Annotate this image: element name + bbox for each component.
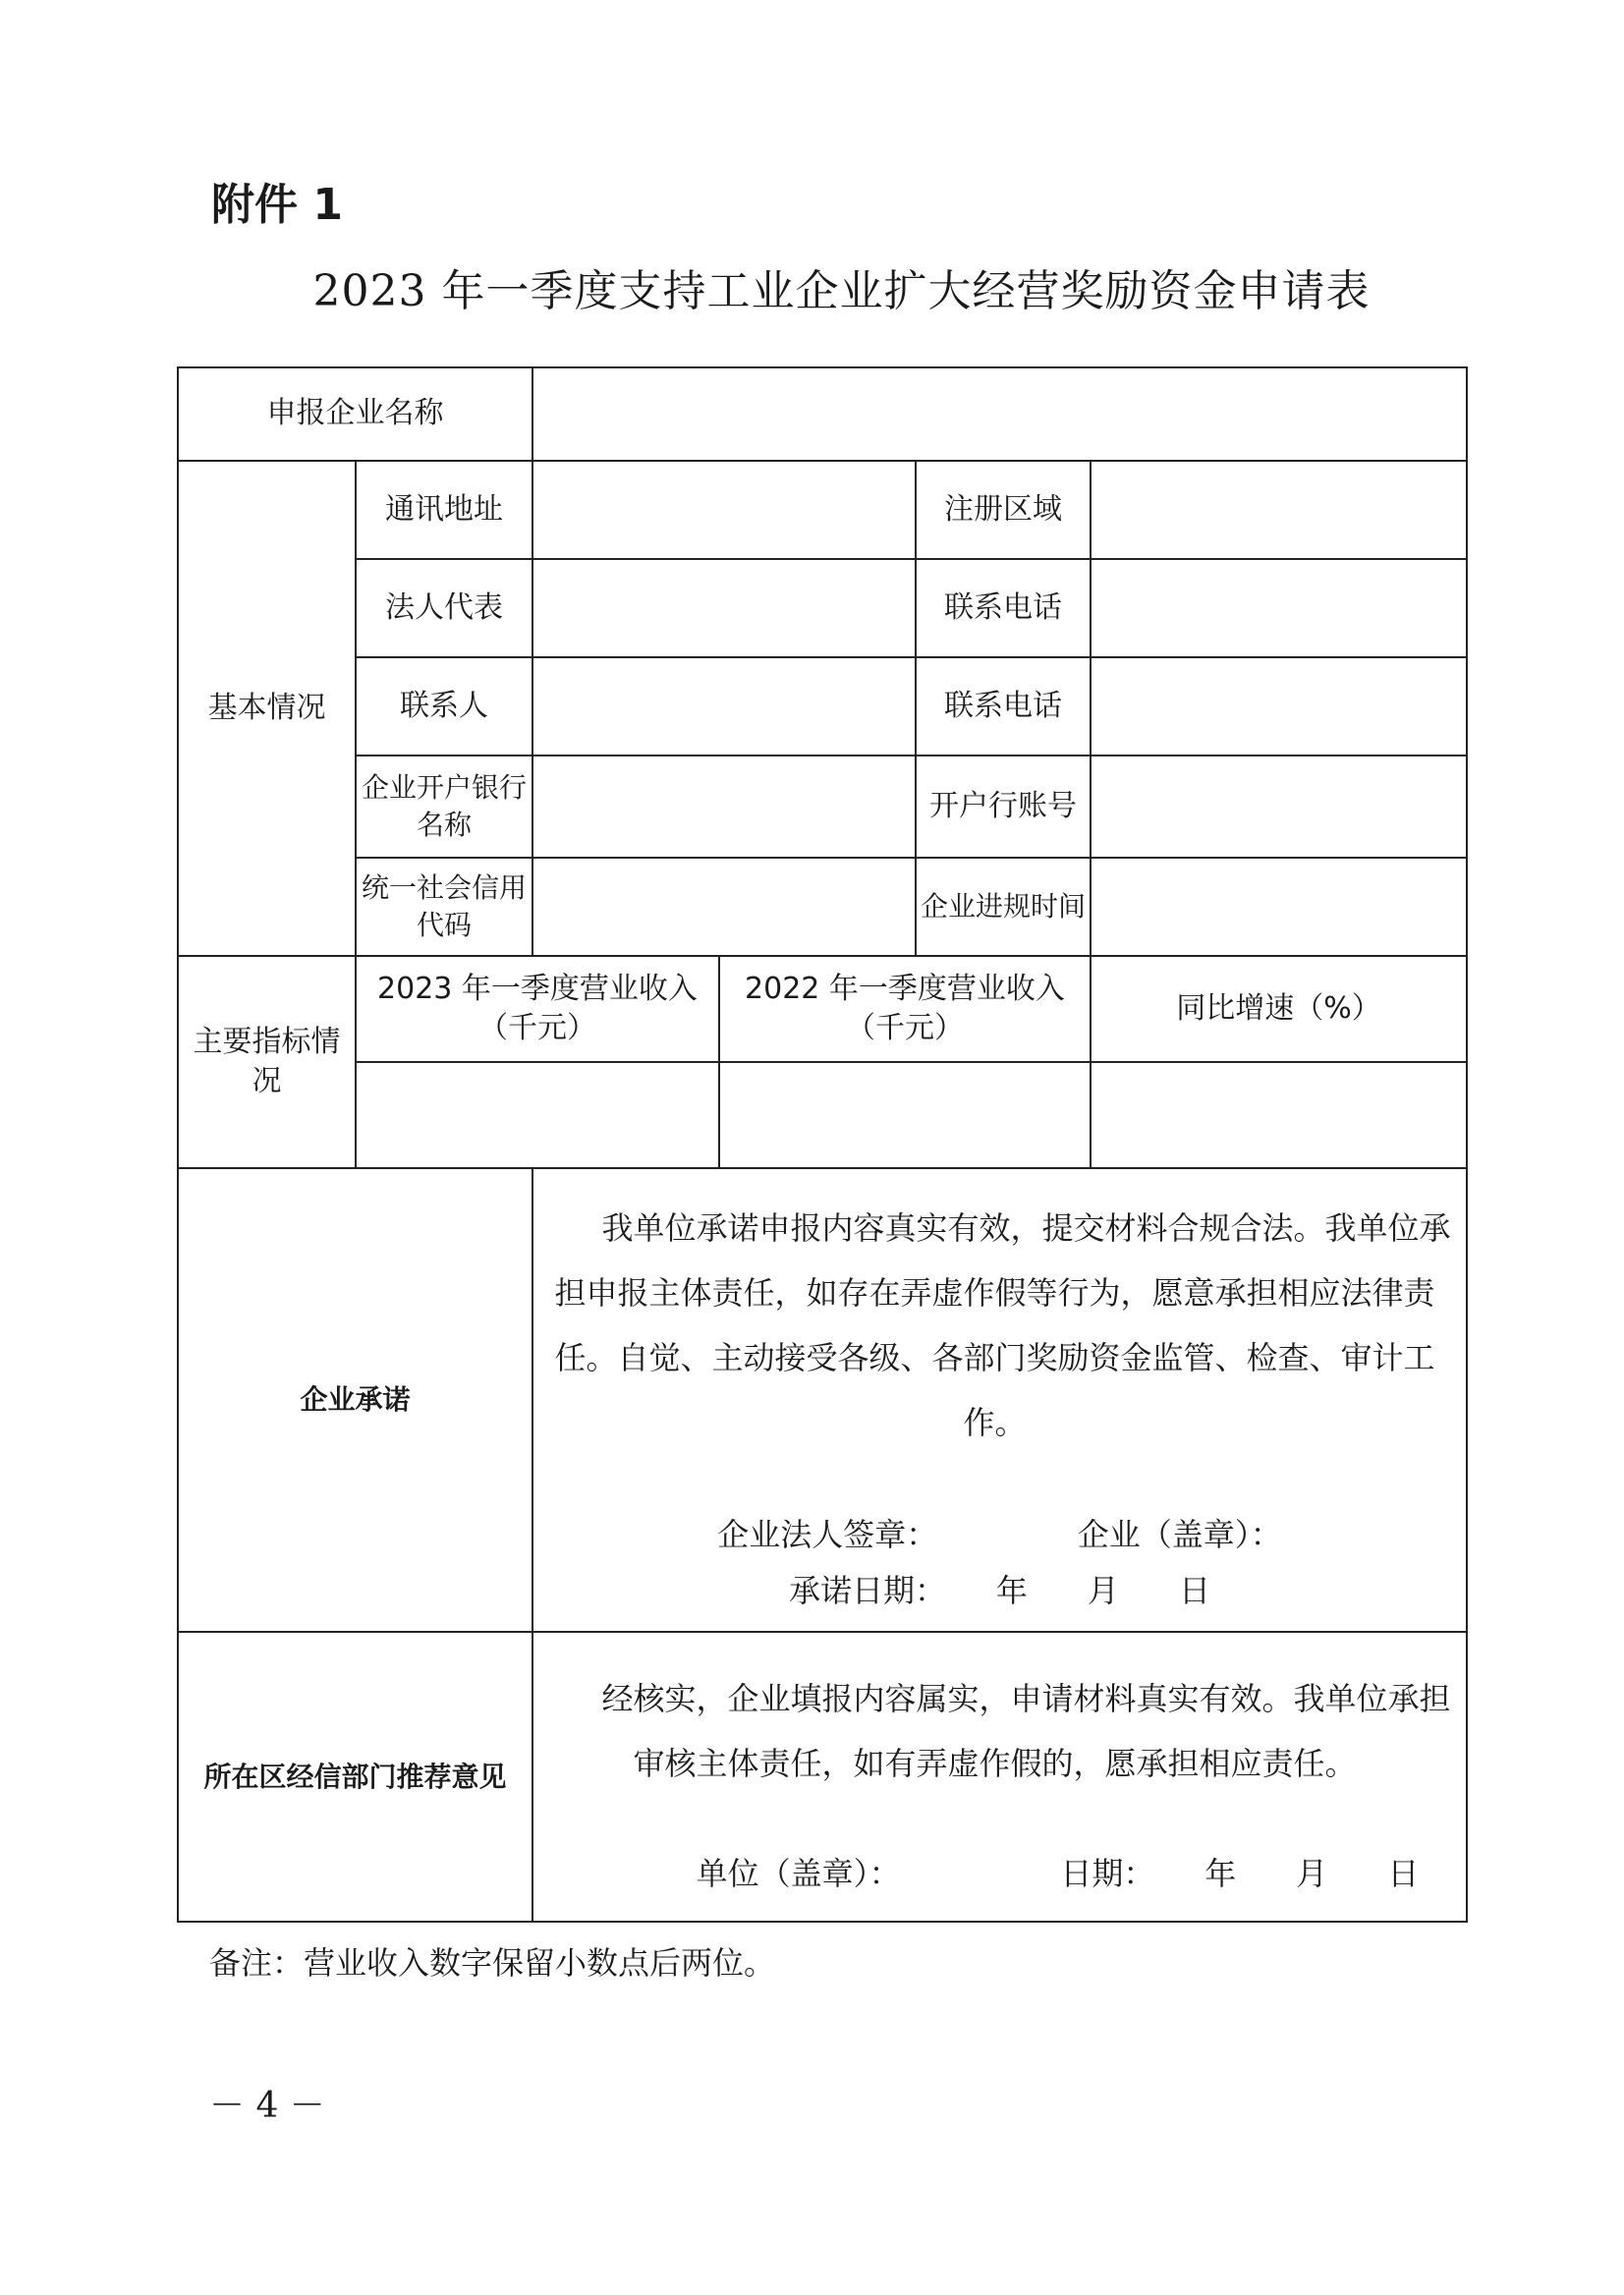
revenue-2022-label: 2022 年一季度营业收入（千元） xyxy=(719,956,1091,1062)
credit-code-field[interactable] xyxy=(532,858,916,956)
bank-name-field[interactable] xyxy=(532,756,916,858)
footnote: 备注：营业收入数字保留小数点后两位。 xyxy=(209,1944,776,1982)
indicators-section-label: 主要指标情况 xyxy=(178,956,356,1168)
phone-label-2: 联系电话 xyxy=(916,657,1091,756)
contact-label: 联系人 xyxy=(356,657,532,756)
phone-field-1[interactable] xyxy=(1091,559,1467,657)
revenue-2023-field[interactable] xyxy=(356,1062,719,1168)
page-title-text: 2023 年一季度支持工业企业扩大经营奖励资金申请表 xyxy=(312,266,1371,316)
basic-section-label: 基本情况 xyxy=(178,461,356,956)
page-title xyxy=(0,255,1624,318)
revenue-2022-field[interactable] xyxy=(719,1062,1091,1168)
growth-label: 同比增速（%） xyxy=(1091,956,1467,1062)
region-field[interactable] xyxy=(1091,461,1467,559)
recommend-text: 经核实，企业填报内容属实，申请材料真实有效。我单位承担审核主体责任，如有弄虚作假的，愿承担相应责任。 xyxy=(601,1679,1451,1782)
recommend-cell xyxy=(532,1632,1467,1922)
commitment-signature-line: 企业法人签章： 企业（盖章）： xyxy=(717,1515,1282,1553)
revenue-2023-label: 2023 年一季度营业收入（千元） xyxy=(356,956,719,1062)
phone-label-1: 联系电话 xyxy=(916,559,1091,657)
account-label: 开户行账号 xyxy=(916,756,1091,858)
scale-time-field[interactable] xyxy=(1091,858,1467,956)
scale-time-label: 企业进规时间 xyxy=(916,858,1091,956)
company-name-field[interactable] xyxy=(532,367,1467,461)
commitment-paragraph xyxy=(533,1188,1466,1455)
address-label: 通讯地址 xyxy=(356,461,532,559)
bank-name-label: 企业开户银行名称 xyxy=(356,756,532,858)
credit-code-label: 统一社会信用代码 xyxy=(356,858,532,956)
application-form-table xyxy=(177,366,1468,1923)
growth-field[interactable] xyxy=(1091,1062,1467,1168)
commitment-date-line: 承诺日期： 年 月 日 xyxy=(789,1572,1210,1609)
legal-rep-label: 法人代表 xyxy=(356,559,532,657)
contact-field[interactable] xyxy=(532,657,916,756)
address-field[interactable] xyxy=(532,461,916,559)
legal-rep-field[interactable] xyxy=(532,559,916,657)
recommend-paragraph xyxy=(533,1658,1466,1796)
account-field[interactable] xyxy=(1091,756,1467,858)
commitment-text: 我单位承诺申报内容真实有效，提交材料合规合法。我单位承担申报主体责任，如存在弄虚作假等行为，愿意承担相应法律责任。自觉、主动接受各级、各部门奖励资金监管、检查、审计工作。 xyxy=(554,1208,1451,1441)
phone-field-2[interactable] xyxy=(1091,657,1467,756)
recommend-label: 所在区经信部门推荐意见 xyxy=(178,1632,532,1922)
page-number: － 4 － xyxy=(209,2086,325,2126)
region-label: 注册区域 xyxy=(916,461,1091,559)
commitment-label: 企业承诺 xyxy=(178,1168,532,1632)
recommend-signature-line: 单位（盖章）： 日期： 年 月 日 xyxy=(696,1854,1420,1892)
company-name-label: 申报企业名称 xyxy=(178,367,532,461)
commitment-cell xyxy=(532,1168,1467,1632)
attachment-label: 附件 1 xyxy=(211,180,343,230)
